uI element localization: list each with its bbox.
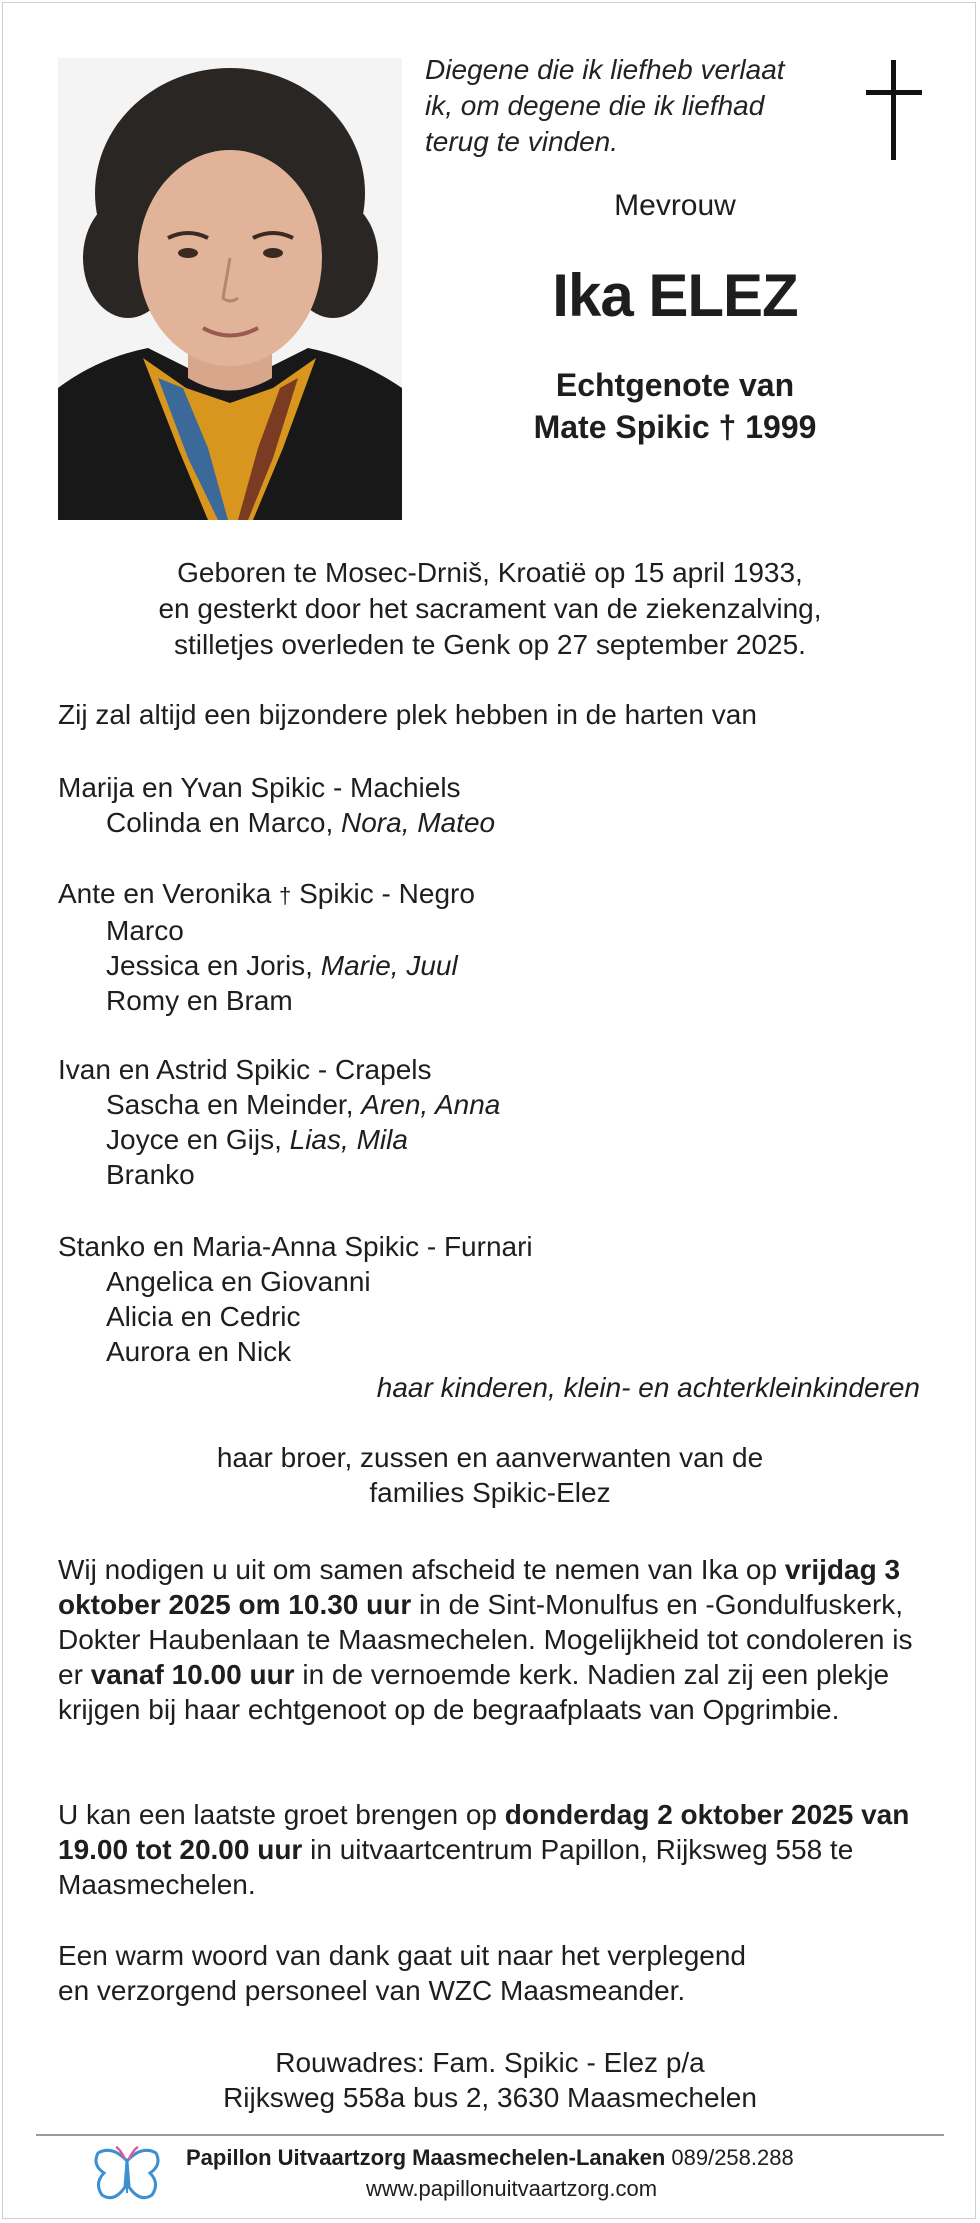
- cross-icon: [866, 60, 922, 160]
- family-member: Sascha en Meinder, Aren, Anna: [106, 1089, 501, 1120]
- relatives-text: [58, 1440, 922, 1510]
- quote-line: terug te vinden.: [425, 126, 619, 157]
- relatives-line: families Spikic-Elez: [369, 1477, 611, 1508]
- family-member: Aurora en Nick: [106, 1336, 292, 1367]
- family-member: Jessica en Joris, Marie, Juul: [106, 950, 458, 981]
- portrait-photo: [58, 58, 402, 520]
- family-member: Branko: [106, 1159, 195, 1190]
- honorific: Mevrouw: [614, 189, 736, 222]
- spouse-line: Mate Spikic † 1999: [533, 409, 817, 445]
- descendants-label: haar kinderen, klein- en achterkleinkinderen: [376, 1372, 920, 1403]
- quote-line: Diegene die ik liefheb verlaat: [425, 54, 785, 85]
- intro-text: Zij zal altijd een bijzondere plek hebben in de harten van: [58, 699, 757, 730]
- family-group: [58, 876, 475, 1018]
- family-member: Alicia en Cedric: [106, 1301, 301, 1332]
- company-website: www.papillonuitvaartzorg.com: [366, 2176, 658, 2201]
- family-head: Ivan en Astrid Spikic - Crapels: [58, 1054, 432, 1085]
- birth-death-statement: [58, 555, 922, 663]
- spouse-info: [410, 364, 940, 448]
- family-member: Marco: [106, 915, 184, 946]
- statement-line: stilletjes overleden te Genk op 27 september 2025.: [174, 629, 806, 660]
- relatives-line: haar broer, zussen en aanverwanten van de: [216, 1442, 764, 1473]
- statement-line: en gesterkt door het sacrament van de ziekenzalving,: [158, 593, 822, 624]
- thanks-line: Een warm woord van dank gaat uit naar het verplegend: [58, 1940, 746, 1971]
- company-name: Papillon Uitvaartzorg Maasmechelen-Lanaken: [186, 2145, 666, 2170]
- thanks-line: en verzorgend personeel van WZC Maasmeander.: [58, 1975, 686, 2006]
- company-phone: 089/258.288: [665, 2145, 794, 2170]
- family-member: Joyce en Gijs, Lias, Mila: [106, 1124, 408, 1155]
- quote-line: ik, om degene die ik liefhad: [425, 90, 765, 121]
- mourning-address: [58, 2045, 922, 2115]
- butterfly-logo-icon: [92, 2143, 162, 2205]
- family-group: [58, 1052, 500, 1192]
- funeral-home-info: [186, 2144, 794, 2172]
- family-member: Romy en Bram: [106, 985, 293, 1016]
- family-head: Stanko en Maria-Anna Spikic - Furnari: [58, 1231, 533, 1262]
- address-line: Rouwadres: Fam. Spikic - Elez p/a: [275, 2047, 705, 2078]
- family-group: [58, 1229, 533, 1369]
- family-head: Ante en Veronika † Spikic - Negro: [58, 878, 475, 909]
- address-line: Rijksweg 558a bus 2, 3630 Maasmechelen: [223, 2082, 757, 2113]
- small-cross-icon: †: [279, 883, 292, 908]
- family-head: Marija en Yvan Spikic - Machiels: [58, 772, 461, 803]
- family-member: Angelica en Giovanni: [106, 1266, 371, 1297]
- family-group: [58, 770, 495, 840]
- funeral-invitation: Wij nodigen u uit om samen afscheid te nemen van Ika op vrijdag 3 oktober 2025 om 10.30 uur in de Sint-Monulfus en -Gondulfuskerk, Dokter Haubenlaan te Maasmechelen. Mogelijkheid tot condoleren is er vanaf 10.00 uur in de vernoemde kerk. Nadien zal zij een plekje krijgen bij haar echtgenoot op de begraafplaats van Opgrimbie.: [58, 1554, 913, 1725]
- memorial-quote: [425, 52, 855, 160]
- thanks-text: [58, 1938, 746, 2008]
- family-member: Colinda en Marco, Nora, Mateo: [106, 807, 496, 838]
- footer-divider: [36, 2134, 944, 2136]
- deceased-name: Ika ELEZ: [552, 262, 798, 329]
- visitation-info: U kan een laatste groet brengen op donderdag 2 oktober 2025 van 19.00 tot 20.00 uur in uitvaartcentrum Papillon, Rijksweg 558 te Maasmechelen.: [58, 1799, 910, 1900]
- statement-line: Geboren te Mosec-Drniš, Kroatië op 15 april 1933,: [177, 557, 803, 588]
- spouse-line: Echtgenote van: [555, 367, 795, 403]
